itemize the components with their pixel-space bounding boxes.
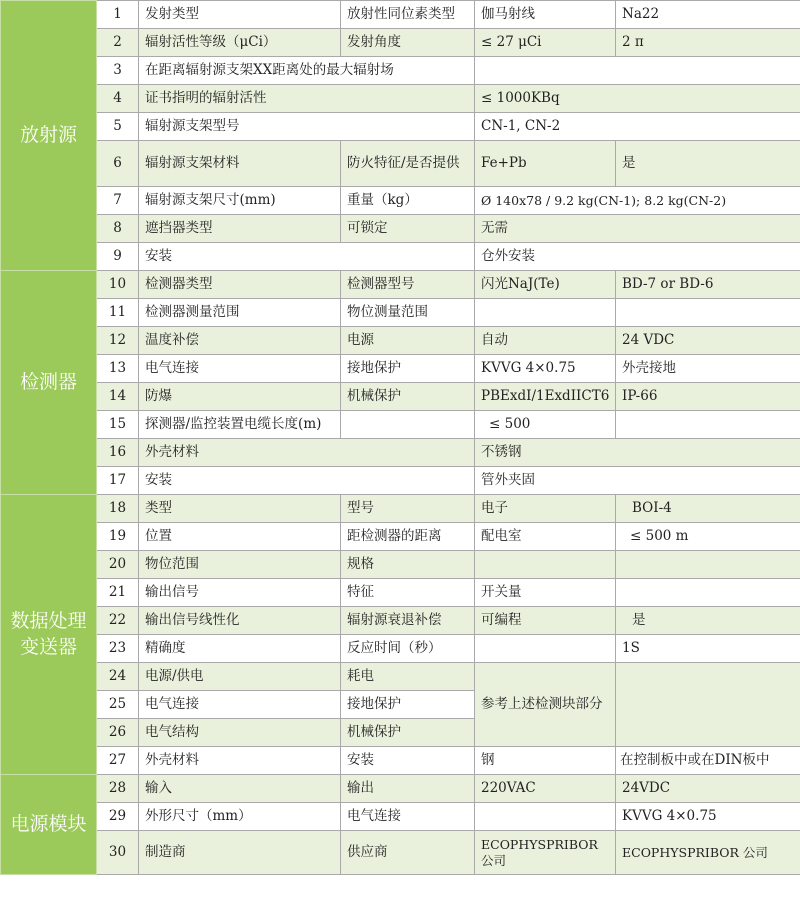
row-value	[475, 299, 616, 327]
row-item: 探测器/监控装置电缆长度(m)	[139, 411, 341, 439]
row-value-2: ECOPHYSPRIBOR 公司	[616, 831, 800, 875]
row-param: 机械保护	[341, 719, 475, 747]
row-item: 辐射活性等级（μCi）	[139, 29, 341, 57]
row-item: 外壳材料	[139, 747, 341, 775]
row-param: 检测器型号	[341, 271, 475, 299]
row-number: 26	[97, 719, 139, 747]
row-value: 可编程	[475, 607, 616, 635]
row-value-2: 24VDC	[616, 775, 800, 803]
row-value: 仓外安装	[475, 243, 800, 271]
row-param: 输出	[341, 775, 475, 803]
row-item: 证书指明的辐射活性	[139, 85, 475, 113]
row-number: 16	[97, 439, 139, 467]
row-number: 6	[97, 141, 139, 187]
row-value: 220VAC	[475, 775, 616, 803]
section-detector: 检测器	[1, 271, 97, 495]
row-value: 闪光NaJ(Te)	[475, 271, 616, 299]
row-number: 10	[97, 271, 139, 299]
row-number: 14	[97, 383, 139, 411]
row-param	[341, 411, 475, 439]
row-value: 自动	[475, 327, 616, 355]
row-item: 安装	[139, 243, 475, 271]
row-value-2	[616, 579, 800, 607]
section-power-module: 电源模块	[1, 775, 97, 875]
row-value-2: 2 π	[616, 29, 800, 57]
row-item: 外形尺寸（mm）	[139, 803, 341, 831]
row-param: 距检测器的距离	[341, 523, 475, 551]
row-value: 伽马射线	[475, 1, 616, 29]
row-param: 接地保护	[341, 691, 475, 719]
row-number: 18	[97, 495, 139, 523]
row-value-2: KVVG 4×0.75	[616, 803, 800, 831]
row-value: 开关量	[475, 579, 616, 607]
row-value: 不锈钢	[475, 439, 800, 467]
row-number: 1	[97, 1, 139, 29]
row-param: 电气连接	[341, 803, 475, 831]
row-param: 型号	[341, 495, 475, 523]
row-value-2: ≤ 500 m	[616, 523, 800, 551]
row-item: 遮挡器类型	[139, 215, 341, 243]
row-value: 配电室	[475, 523, 616, 551]
row-number: 3	[97, 57, 139, 85]
row-item: 辐射源支架材料	[139, 141, 341, 187]
row-value: ECOPHYSPRIBOR 公司	[475, 831, 616, 875]
row-value-2: 在控制板中或在DIN板中	[616, 747, 800, 775]
row-item: 发射类型	[139, 1, 341, 29]
section-data-processing-transmitter: 数据处理 变送器	[1, 495, 97, 775]
row-value-2: BD-7 or BD-6	[616, 271, 800, 299]
row-value: 参考上述检测块部分	[475, 663, 616, 747]
row-value: KVVG 4×0.75	[475, 355, 616, 383]
row-item: 外壳材料	[139, 439, 475, 467]
section-radiation-source: 放射源	[1, 1, 97, 271]
row-item: 防爆	[139, 383, 341, 411]
row-param: 防火特征/是否提供	[341, 141, 475, 187]
row-param: 发射角度	[341, 29, 475, 57]
row-param: 放射性同位素类型	[341, 1, 475, 29]
row-number: 28	[97, 775, 139, 803]
row-number: 5	[97, 113, 139, 141]
row-item: 输出信号线性化	[139, 607, 341, 635]
row-item: 在距离辐射源支架XX距离处的最大辐射场	[139, 57, 475, 85]
row-item: 检测器类型	[139, 271, 341, 299]
row-item: 制造商	[139, 831, 341, 875]
row-item: 温度补偿	[139, 327, 341, 355]
row-value	[475, 551, 616, 579]
row-item: 位置	[139, 523, 341, 551]
row-value-2	[616, 663, 800, 747]
row-value-2: Na22	[616, 1, 800, 29]
row-number: 4	[97, 85, 139, 113]
row-value	[475, 635, 616, 663]
row-param: 机械保护	[341, 383, 475, 411]
row-param: 规格	[341, 551, 475, 579]
row-value-2: 1S	[616, 635, 800, 663]
row-number: 9	[97, 243, 139, 271]
row-item: 安装	[139, 467, 475, 495]
row-number: 19	[97, 523, 139, 551]
row-item: 输出信号	[139, 579, 341, 607]
row-item: 电气结构	[139, 719, 341, 747]
row-number: 30	[97, 831, 139, 875]
row-value-2	[616, 411, 800, 439]
row-value: Ø 140x78 / 9.2 kg(CN-1); 8.2 kg(CN-2)	[475, 187, 800, 215]
row-param: 重量（kg）	[341, 187, 475, 215]
row-number: 12	[97, 327, 139, 355]
row-number: 2	[97, 29, 139, 57]
row-number: 21	[97, 579, 139, 607]
row-value-2: 外壳接地	[616, 355, 800, 383]
row-number: 25	[97, 691, 139, 719]
row-number: 20	[97, 551, 139, 579]
row-number: 22	[97, 607, 139, 635]
row-item: 电源/供电	[139, 663, 341, 691]
row-value: 电子	[475, 495, 616, 523]
row-value: ≤ 27 μCi	[475, 29, 616, 57]
row-param: 安装	[341, 747, 475, 775]
row-number: 13	[97, 355, 139, 383]
row-param: 特征	[341, 579, 475, 607]
row-number: 11	[97, 299, 139, 327]
row-item: 输入	[139, 775, 341, 803]
row-value: CN-1, CN-2	[475, 113, 800, 141]
row-item: 电气连接	[139, 355, 341, 383]
row-value	[475, 803, 616, 831]
row-param: 反应时间（秒）	[341, 635, 475, 663]
row-param: 电源	[341, 327, 475, 355]
row-value	[475, 57, 800, 85]
row-number: 7	[97, 187, 139, 215]
row-value: ≤ 1000KBq	[475, 85, 800, 113]
row-item: 类型	[139, 495, 341, 523]
row-item: 辐射源支架尺寸(mm)	[139, 187, 341, 215]
row-number: 23	[97, 635, 139, 663]
row-item: 精确度	[139, 635, 341, 663]
row-value-2: BOI-4	[616, 495, 800, 523]
row-value: PBExdI/1ExdIICT6	[475, 383, 616, 411]
row-param: 耗电	[341, 663, 475, 691]
row-value-2: 24 VDC	[616, 327, 800, 355]
row-value: ≤ 500	[475, 411, 616, 439]
row-param: 可锁定	[341, 215, 475, 243]
row-number: 8	[97, 215, 139, 243]
row-item: 检测器测量范围	[139, 299, 341, 327]
row-param: 物位测量范围	[341, 299, 475, 327]
row-value-2	[616, 299, 800, 327]
row-param: 供应商	[341, 831, 475, 875]
row-number: 29	[97, 803, 139, 831]
row-number: 15	[97, 411, 139, 439]
row-param: 辐射源衰退补偿	[341, 607, 475, 635]
row-value: 管外夹固	[475, 467, 800, 495]
row-value-2: 是	[616, 141, 800, 187]
row-number: 17	[97, 467, 139, 495]
row-number: 24	[97, 663, 139, 691]
row-value: Fe+Pb	[475, 141, 616, 187]
row-value-2: 是	[616, 607, 800, 635]
row-value: 钢	[475, 747, 616, 775]
row-param: 接地保护	[341, 355, 475, 383]
row-item: 电气连接	[139, 691, 341, 719]
row-item: 物位范围	[139, 551, 341, 579]
row-item: 辐射源支架型号	[139, 113, 475, 141]
row-value: 无需	[475, 215, 800, 243]
row-value-2: IP-66	[616, 383, 800, 411]
row-value-2	[616, 551, 800, 579]
row-number: 27	[97, 747, 139, 775]
